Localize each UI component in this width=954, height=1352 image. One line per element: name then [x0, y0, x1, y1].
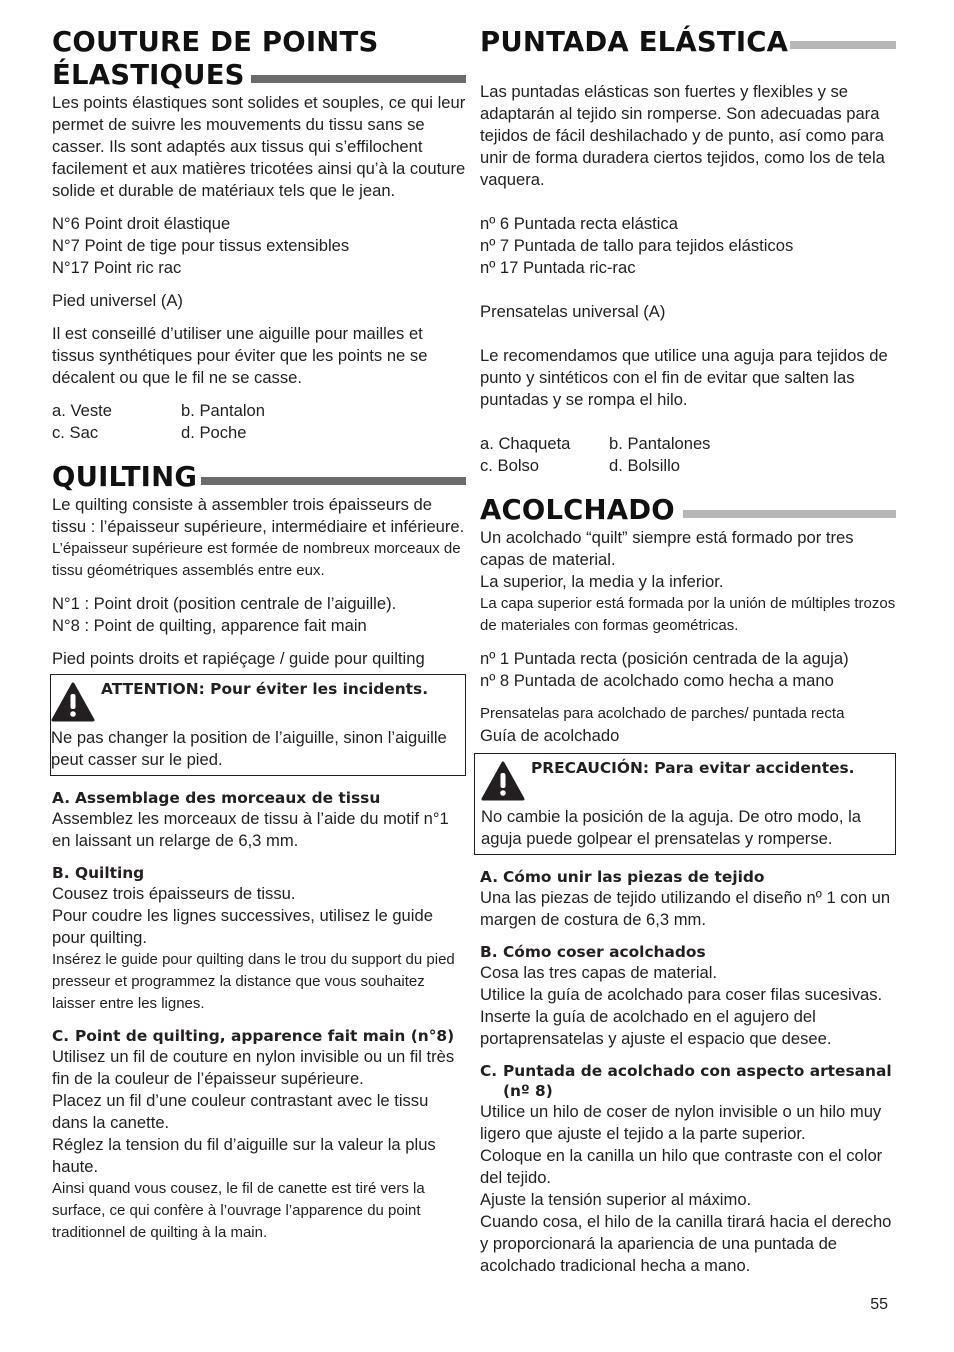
step-b-text: Cousez trois épaisseurs de tissu.	[52, 884, 296, 903]
list-item: c. Bolso	[480, 456, 540, 475]
warning-box	[50, 674, 466, 776]
heading-line-2: ÉLASTIQUES	[52, 59, 245, 91]
step-a-title	[52, 788, 466, 808]
step-c-text: Réglez la tension du fil d’aiguille sur la valeur la plus haute.	[52, 1135, 436, 1176]
section-heading-quilting-es	[480, 494, 896, 527]
step-c-text: Utilice un hilo de coser de nylon invisible o un hilo muy ligero que ajuste el tejido a la parte superior.	[480, 1102, 882, 1143]
heading-rule	[790, 41, 896, 49]
stitch-item: nº 17 Puntada ric-rac	[480, 258, 636, 277]
warning-body: No cambie la posición de la aguja. De otro modo, la aguja puede golpear el prensatelas y romperse.	[481, 807, 862, 848]
section-heading-quilting-fr	[52, 461, 466, 494]
warning-icon	[51, 679, 101, 727]
step-title-text: Quilting	[75, 864, 145, 882]
section-heading-elastic-es	[480, 26, 896, 59]
step-letter: A.	[52, 789, 71, 807]
step-letter: B.	[480, 943, 498, 961]
quilting-intro: Un acolchado “quilt” siempre está formado por tres capas de material.	[480, 528, 854, 569]
step-title-text: Point de quilting, apparence fait main (n°8)	[75, 1027, 455, 1045]
list-item: d. Poche	[181, 423, 247, 442]
warning-body: Ne pas changer la position de l’aiguille, sinon l’aiguille peut casser sur le pied.	[51, 728, 447, 769]
quilting-foot: Pied points droits et rapiéçage / guide pour quilting	[52, 649, 425, 668]
heading-text: QUILTING	[52, 461, 198, 493]
stitch-item: N°1 : Point droit (position centrale de l’aiguille).	[52, 594, 397, 613]
list-item: a. Chaqueta	[480, 434, 571, 453]
needle-advice: Il est conseillé d’utiliser une aiguille pour mailles et tissus synthétiques pour éviter que les points ne se décalent ou que le fil ne se casse.	[52, 324, 428, 387]
stitch-item: N°6 Point droit élastique	[52, 214, 231, 233]
step-b-text: Pour coudre les lignes successives, utilisez le guide pour quilting.	[52, 906, 433, 947]
intro-paragraph: Les points élastiques sont solides et souples, ce qui leur permet de suivre les mouvements du tissu sans se casser. Ils sont adaptés aux tissus qui s’effilochent facilement et aux matières tricotées ainsi qu’à la couture solide et durable de matériaux tels que le jean.	[52, 93, 466, 200]
step-c-text: Coloque en la canilla un hilo que contraste con el color del tejido.	[480, 1146, 883, 1187]
warning-title: PRECAUCIÓN: Para evitar accidentes.	[531, 759, 855, 777]
quilting-intro-2: La superior, la media y la inferior.	[480, 572, 724, 591]
step-c-text: Placez un fil d’une couleur contrastant avec le tissu dans la canette.	[52, 1091, 429, 1132]
stitch-item: nº 6 Puntada recta elástica	[480, 214, 678, 233]
heading-rule	[251, 75, 466, 83]
heading-line-1: COUTURE DE POINTS	[52, 26, 379, 58]
presser-foot: Prensatelas universal (A)	[480, 302, 666, 321]
quilting-intro: Le quilting consiste à assembler trois épaisseurs de tissu : l’épaisseur supérieure, intermédiaire et inférieure.	[52, 495, 465, 536]
heading-rule	[201, 477, 466, 485]
stitch-item: N°8 : Point de quilting, apparence fait main	[52, 616, 367, 635]
presser-foot: Pied universel (A)	[52, 291, 183, 310]
list-item: a. Veste	[52, 401, 112, 420]
step-c-title	[480, 1061, 896, 1101]
step-a-title	[480, 867, 896, 887]
step-letter: A.	[480, 868, 499, 886]
heading-text: ACOLCHADO	[480, 494, 675, 526]
step-a-text: Assemblez les morceaux de tissu à l’aide du motif n°1 en laissant un relarge de 6,3 mm.	[52, 809, 449, 850]
step-b-text: Cosa las tres capas de material.	[480, 963, 718, 982]
step-letter: C.	[52, 1027, 70, 1045]
step-b-small: Insérez le guide pour quilting dans le trou du support du pied presseur et programmez la distance que vous souhaitez laisser entre les lignes.	[52, 951, 455, 1012]
spanish-column	[480, 26, 896, 1277]
step-c-text: Cuando cosa, el hilo de la canilla tirará hacia el derecho y proporcionará la apariencia de una puntada de acolchado tradicional hecha a mano.	[480, 1212, 892, 1275]
step-title-text: Cómo coser acolchados	[503, 943, 706, 961]
step-title-text: Assemblage des morceaux de tissu	[75, 789, 381, 807]
step-c-text: Ajuste la tensión superior al máximo.	[480, 1190, 752, 1209]
item-list	[52, 400, 466, 444]
step-letter: C.	[480, 1062, 498, 1080]
step-letter: B.	[52, 864, 70, 882]
quilting-intro-small: L’épaisseur supérieure est formée de nombreux morceaux de tissu géométriques assemblés entre eux.	[52, 540, 461, 579]
step-b-text: Utilice la guía de acolchado para coser filas sucesivas.	[480, 985, 883, 1004]
step-b-title	[480, 942, 896, 962]
warning-title: ATTENTION: Pour éviter les incidents.	[101, 680, 429, 698]
warning-icon	[481, 758, 531, 806]
list-item: d. Bolsillo	[609, 456, 681, 475]
heading-rule	[683, 510, 896, 518]
step-b-text: Inserte la guía de acolchado en el agujero del portaprensatelas y ajuste el espacio que desee.	[480, 1007, 832, 1048]
list-item: c. Sac	[52, 423, 99, 442]
quilting-foot-2: Guía de acolchado	[480, 726, 620, 745]
step-a-text: Una las piezas de tejido utilizando el diseño nº 1 con un margen de costura de 6,3 mm.	[480, 888, 891, 929]
warning-box	[474, 753, 896, 855]
french-column	[52, 26, 466, 1244]
page-number: 55	[870, 1296, 888, 1313]
step-c-small: Ainsi quand vous cousez, le fil de canette est tiré vers la surface, ce qui confère à l’ouvrage l’apparence du point traditionnel de quilting à la main.	[52, 1180, 425, 1241]
intro-paragraph: Las puntadas elásticas son fuertes y flexibles y se adaptarán al tejido sin romperse. Son adecuadas para tejidos de fácil deshilachado y de punto, así como para unir de forma duradera ciertos tejidos, como los de tela vaquera.	[480, 82, 885, 189]
step-b-title	[52, 863, 466, 883]
item-list	[480, 433, 896, 477]
stitch-item: nº 8 Puntada de acolchado como hecha a mano	[480, 671, 834, 690]
quilting-intro-small: La capa superior está formada por la unión de múltiples trozos de materiales con formas geométricas.	[480, 595, 896, 634]
quilting-foot-small: Prensatelas para acolchado de parches/ puntada recta	[480, 705, 845, 722]
heading-text: PUNTADA ELÁSTICA	[480, 26, 789, 58]
step-title-text: Puntada de acolchado con aspecto artesanal (nº 8)	[503, 1062, 892, 1100]
needle-advice: Le recomendamos que utilice una aguja para tejidos de punto y sintéticos con el fin de evitar que salten las puntadas y se rompa el hilo.	[480, 346, 888, 409]
stitch-item: N°7 Point de tige pour tissus extensibles	[52, 236, 350, 255]
step-c-text: Utilisez un fil de couture en nylon invisible ou un fil très fin de la couleur de l’épaisseur supérieure.	[52, 1047, 455, 1088]
stitch-item: N°17 Point ric rac	[52, 258, 182, 277]
stitch-item: nº 7 Puntada de tallo para tejidos elásticos	[480, 236, 794, 255]
list-item: b. Pantalones	[609, 434, 711, 453]
list-item: b. Pantalon	[181, 401, 265, 420]
stitch-item: nº 1 Puntada recta (posición centrada de la aguja)	[480, 649, 849, 668]
step-c-title	[52, 1026, 466, 1046]
step-title-text: Cómo unir las piezas de tejido	[503, 868, 765, 886]
section-heading-elastic-fr	[52, 26, 466, 92]
